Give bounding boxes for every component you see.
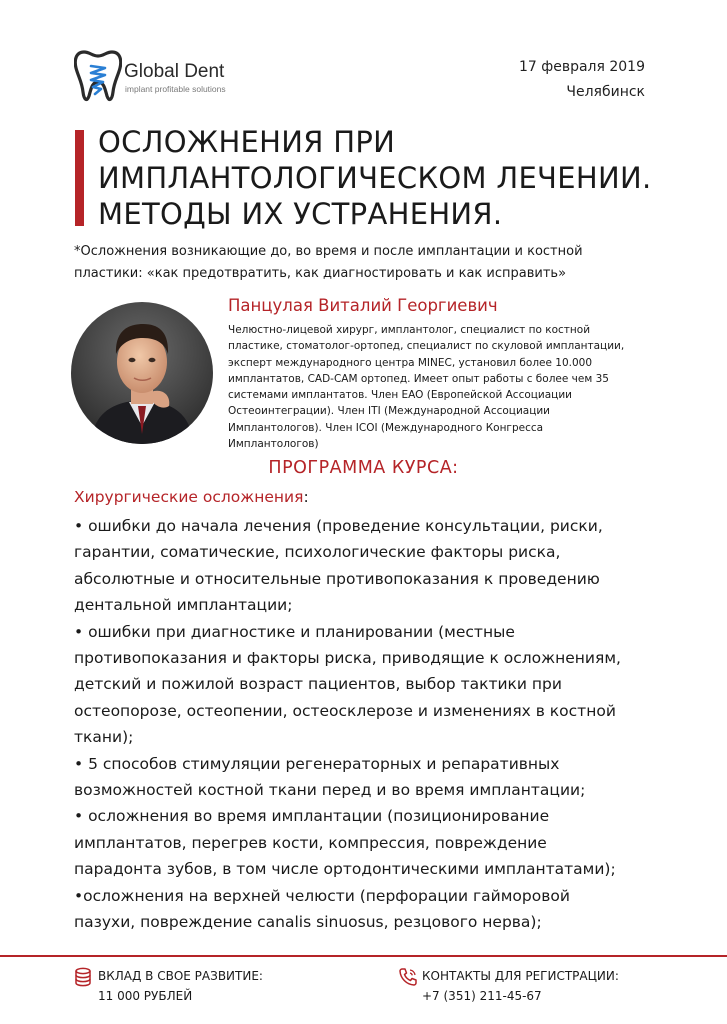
speaker-photo <box>71 302 213 444</box>
logo-name: Global Dent <box>124 61 225 82</box>
program-line: • ошибки при диагностике и планировании (местные <box>74 622 515 641</box>
program-list <box>74 513 674 936</box>
program-line: • ошибки до начала лечения (проведение консультации, риски, <box>74 517 603 535</box>
program-line: •осложнения на верхней челюсти (перфорации гайморовой <box>74 886 570 905</box>
title-line: ИМПЛАНТОЛОГИЧЕСКОМ ЛЕЧЕНИИ. <box>98 161 652 195</box>
bio-line: Имплантологов). Член ICOI (Международного Конгресса <box>228 421 544 434</box>
event-city: Челябинск <box>566 84 645 100</box>
program-line: парадонта зубов, в том числе ортодонтическими имплантатами); <box>74 860 616 879</box>
footer-divider <box>0 955 727 957</box>
section-heading-colon: : <box>303 488 309 506</box>
subtitle-line: *Осложнения возникающие до, во время и после имплантации и костной <box>74 244 583 259</box>
program-line: абсолютные и относительные противопоказания к проведению <box>74 569 600 588</box>
section-heading-text: Хирургические осложнения <box>74 488 304 506</box>
subtitle <box>74 241 664 285</box>
title-line: МЕТОДЫ ИХ УСТРАНЕНИЯ. <box>98 197 503 231</box>
bio-line: Челюстно-лицевой хирург, имплантолог, специалист по костной <box>228 324 591 336</box>
program-line: • осложнения во время имплантации (позиционирование <box>74 807 550 826</box>
speaker-name: Панцулая Виталий Георгиевич <box>228 296 498 315</box>
logo-tagline: implant profitable solutions <box>125 84 226 94</box>
bio-line: пластике, стоматолог-ортопед, специалист по скуловой имплантации, <box>228 340 625 353</box>
title-accent-bar <box>75 130 84 226</box>
contacts-label: КОНТАКТЫ ДЛЯ РЕГИСТРАЦИИ: <box>422 969 619 983</box>
title-line: ОСЛОЖНЕНИЯ ПРИ <box>98 125 396 159</box>
event-date: 17 февраля 2019 <box>518 59 645 75</box>
program-line: пазухи, повреждение canalis sinuosus, резцового нерва); <box>74 913 542 932</box>
logo <box>74 46 244 106</box>
tooth-logo-icon <box>74 46 122 106</box>
bio-line: системами имплантатов. Член EAO (Европейской Ассоциации <box>228 389 572 402</box>
program-line: ткани); <box>74 728 134 747</box>
program-title: ПРОГРАММА КУРСА: <box>268 458 459 478</box>
program-line: дентальной имплантации; <box>74 596 293 615</box>
investment-value: 11 000 РУБЛЕЙ <box>98 989 193 1003</box>
event-meta <box>519 55 645 105</box>
program-line: имплантатов, перегрев кости, компрессия, повреждение <box>74 833 547 852</box>
program-line: детский и пожилой возраст пациентов, выбор тактики при <box>74 675 562 694</box>
speaker-portrait-image <box>71 302 213 444</box>
bio-line: эксперт международного центра MINEC, установил более 10.000 <box>228 356 593 369</box>
contacts-phone[interactable]: +7 (351) 211-45-67 <box>422 989 542 1003</box>
section-heading <box>74 488 309 506</box>
investment-label: ВКЛАД В СВОЕ РАЗВИТИЕ: <box>98 969 263 983</box>
speaker-bio <box>228 322 648 452</box>
bio-line: имплантатов, CAD-CAM ортопед. Имеет опыт работы с более чем 35 <box>228 372 609 385</box>
subtitle-line: пластики: «как предотвратить, как диагностировать и как исправить» <box>74 266 567 281</box>
program-line: остеопорозе, остеопении, остеосклерозе и изменениях в костной <box>74 701 616 720</box>
program-line: • 5 способов стимуляции регенераторных и репаративных <box>74 754 560 773</box>
bio-line: Остеоинтеграции). Член ITI (Международной Ассоциации <box>228 405 551 418</box>
program-line: противопоказания и факторы риска, приводящие к осложнениям, <box>74 649 621 668</box>
program-line: гарантии, соматические, психологические факторы риска, <box>74 543 561 562</box>
program-line: возможностей костной ткани перед и во время имплантации; <box>74 781 586 800</box>
bio-line: Имплантологов) <box>228 438 319 451</box>
page-title <box>98 124 651 232</box>
coins-icon <box>74 967 92 989</box>
phone-icon <box>398 967 418 987</box>
